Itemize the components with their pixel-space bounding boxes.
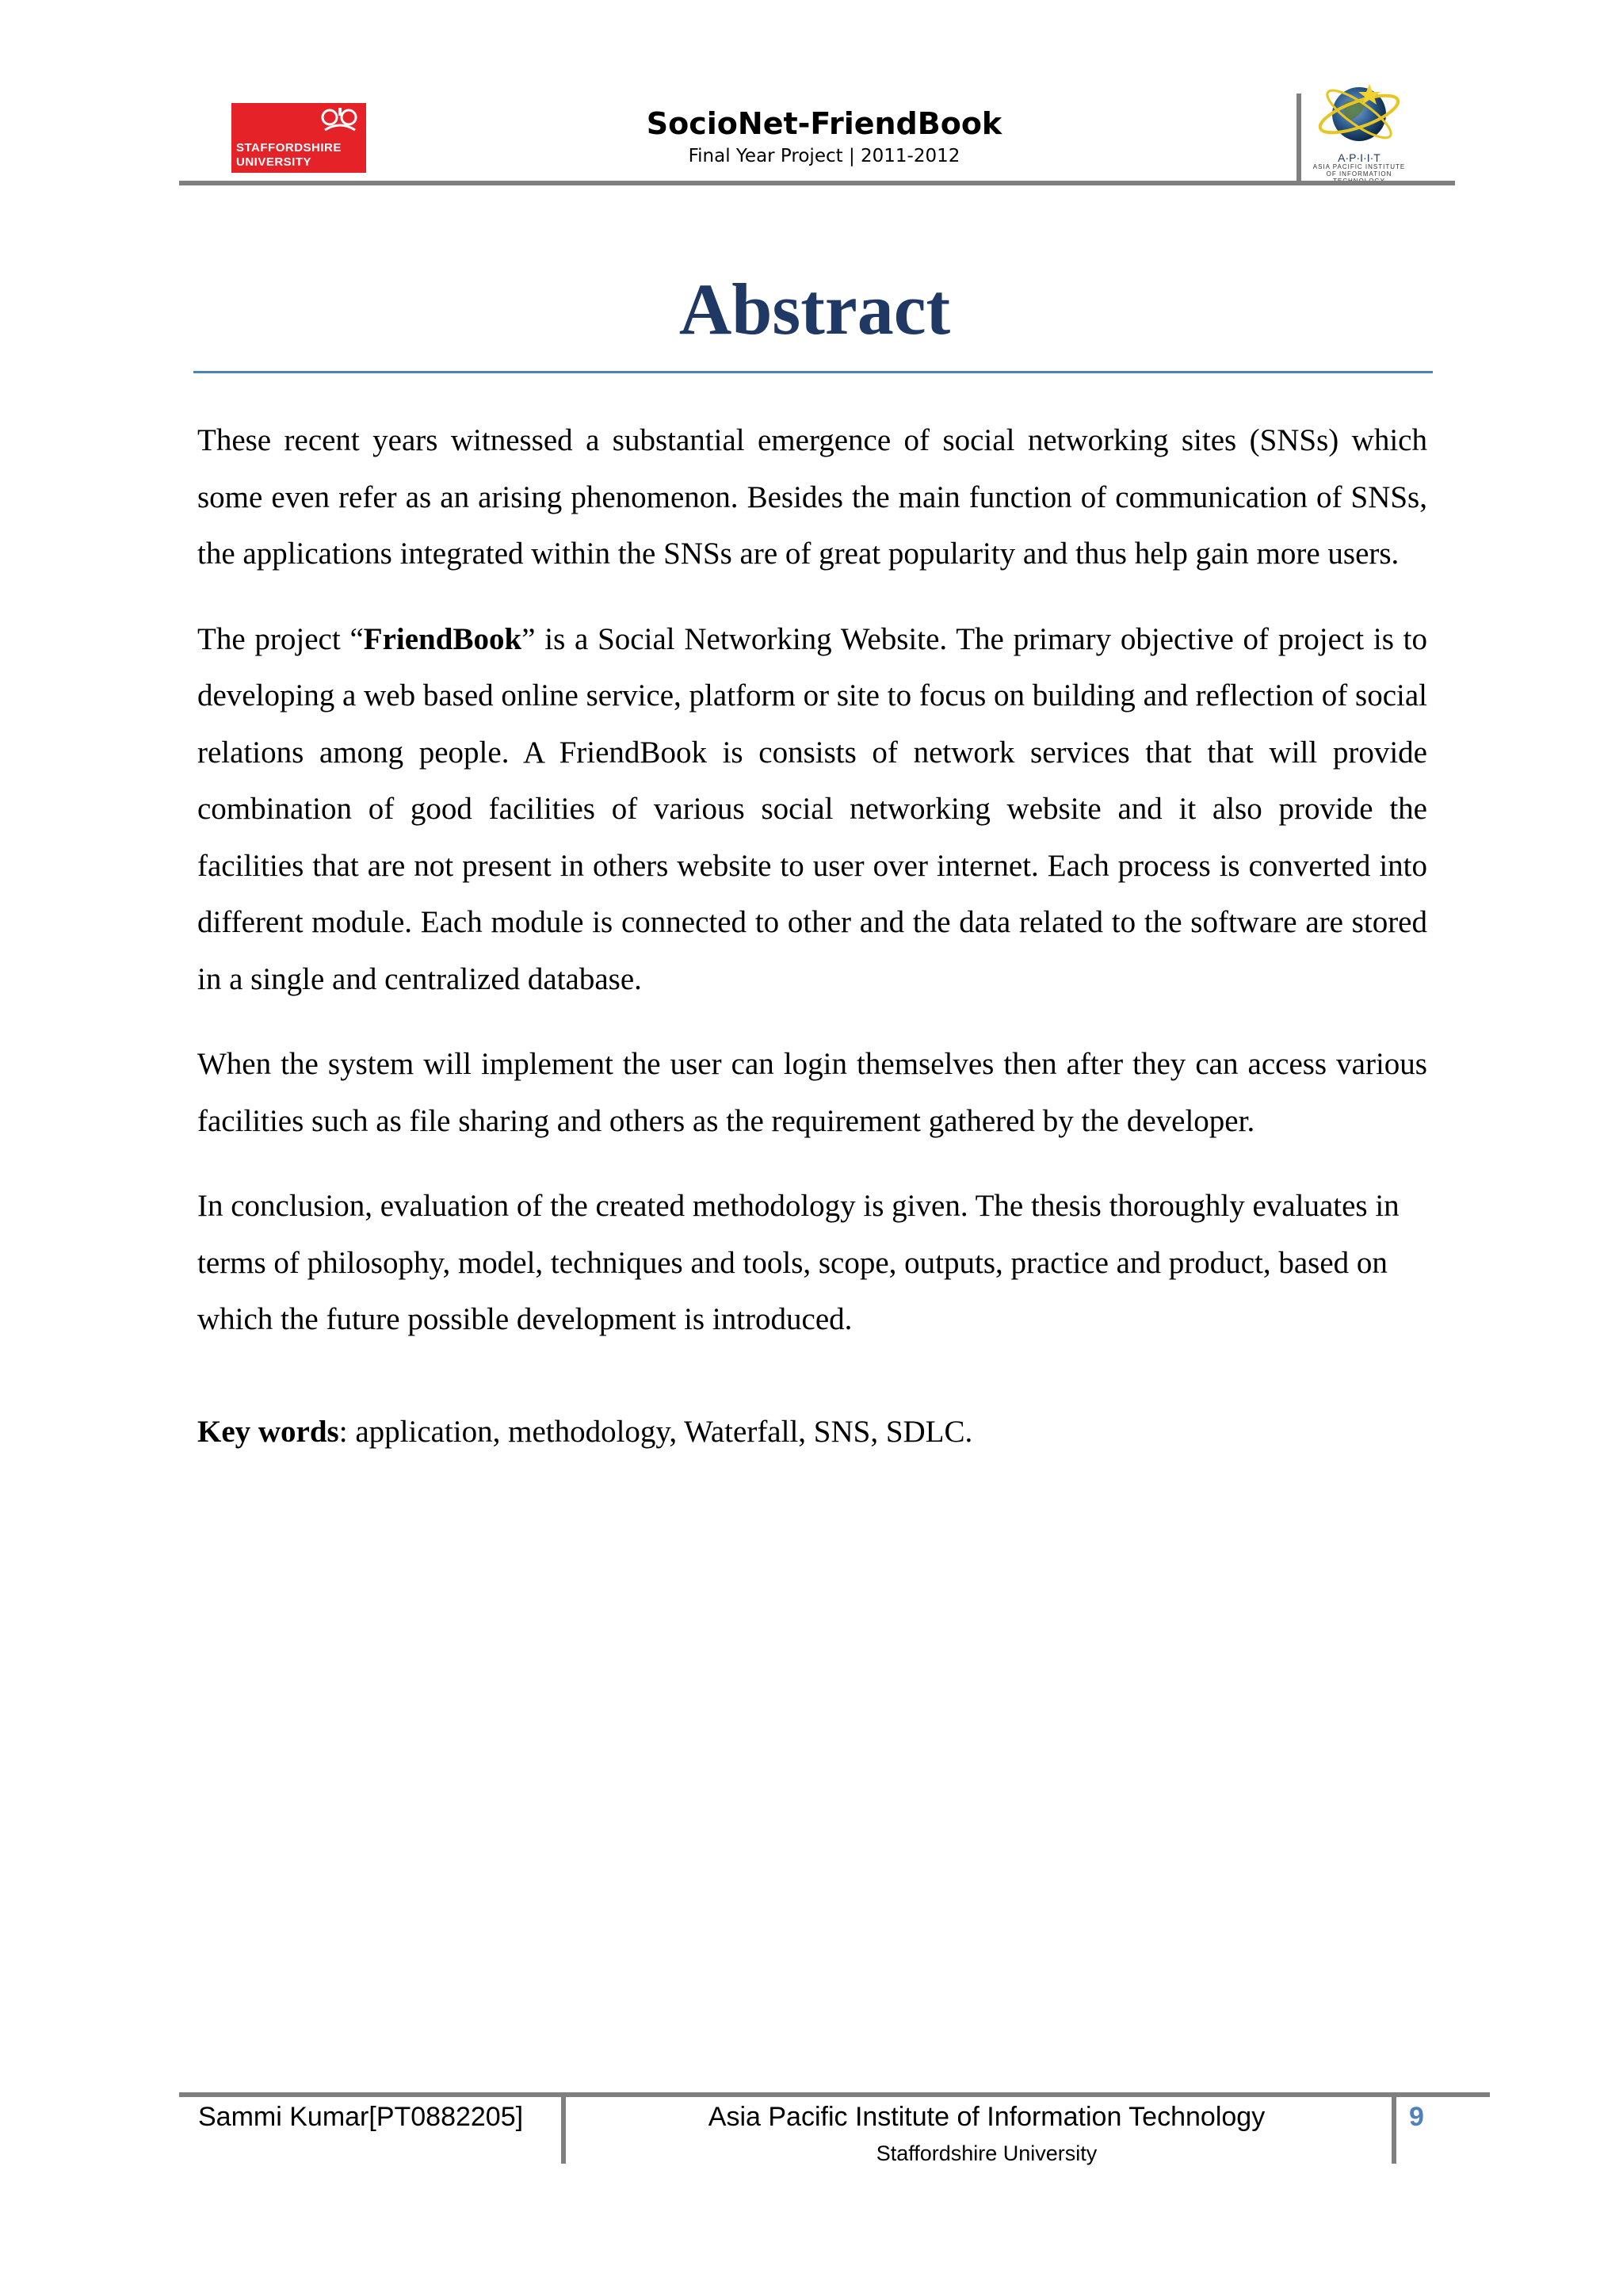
logo-text-line2: UNIVERSITY [236, 155, 312, 169]
keywords-label: Key words [197, 1414, 339, 1449]
abstract-paragraph-1: These recent years witnessed a substantial emergence of social networking sites (SNSs) which some even refer as an arising phenomenon. Besides the main function of communication of SNSs, the applications integrated within the SNSs are of great popularity and thus help gain more users. [197, 423, 1427, 571]
footer-author: Sammi Kumar[PT0882205] [198, 2102, 524, 2132]
project-name-bold: FriendBook [363, 621, 522, 656]
apiit-globe-logo [1308, 73, 1411, 176]
title-underline [193, 371, 1433, 373]
staffordshire-knot-icon [319, 106, 361, 136]
footer-divider-right [1392, 2097, 1396, 2164]
keywords-line [197, 1404, 1427, 1461]
page-title: Abstract [678, 269, 951, 350]
footer-divider-left [561, 2097, 566, 2164]
apiit-logo-letters: A·P·I·I·T [1338, 151, 1381, 164]
page-number: 9 [1409, 2102, 1424, 2132]
header-subtitle: Final Year Project | 2011-2012 [688, 146, 960, 166]
footer-institute: Asia Pacific Institute of Information Technology [708, 2102, 1266, 2132]
abstract-body [197, 412, 1427, 1488]
header-title: SocioNet-FriendBook [646, 106, 1002, 141]
paragraph-2-rest: ” is a Social Networking Website. The primary objective of project is to developing a web based online service, platform or site to focus on building and reflection of social relations among people. A FriendBook is consists of network services that that will provide combination of good facilities of various social networking website and it also provide the facilities that are not present in others website to user over internet. Each process is converted into different module. Each module is connected to other and the data related to the software are stored in a single and centralized database. [197, 621, 1427, 996]
abstract-paragraph-4: In conclusion, evaluation of the created methodology is given. The thesis thoroughly evaluates in terms of philosophy, model, techniques and tools, scope, outputs, practice and product, based on which the future possible development is introduced. [197, 1189, 1400, 1336]
keywords-text: : application, methodology, Waterfall, SNS, SDLC. [338, 1414, 973, 1449]
header-rule [179, 181, 1455, 185]
header-divider [1296, 94, 1301, 181]
abstract-paragraph-2 [197, 611, 1427, 1008]
staffordshire-university-logo [231, 103, 366, 173]
page-header [0, 0, 1623, 190]
paragraph-2-lead: The project “ [197, 621, 364, 656]
abstract-paragraph-3: When the system will implement the user can login themselves then after they can access various facilities such as file sharing and others as the requirement gathered by the developer. [197, 1047, 1427, 1138]
apiit-logo-caption: ASIA PACIFIC INSTITUTE OF INFORMATION [1312, 163, 1406, 178]
logo-text-line1: STAFFORDSHIRE [236, 141, 342, 155]
footer-rule [179, 2092, 1490, 2097]
footer-university: Staffordshire University [876, 2141, 1098, 2165]
